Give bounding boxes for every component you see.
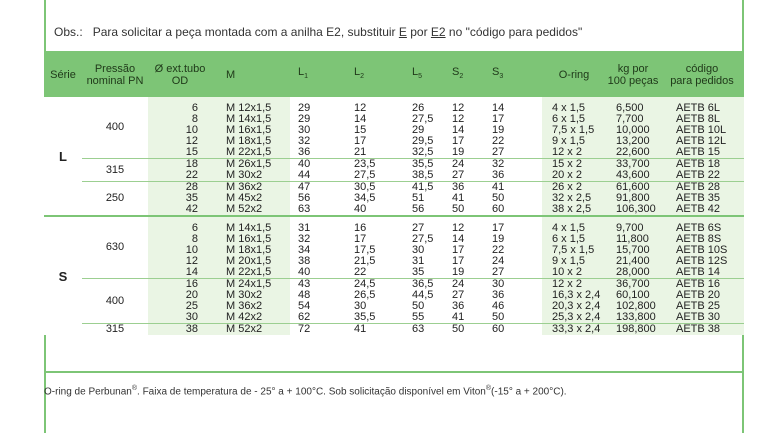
weight-cell: 28,000 bbox=[606, 267, 660, 279]
s2-cell: 14 bbox=[444, 125, 484, 136]
oring-cell: 7,5 x 1,5 bbox=[542, 125, 606, 136]
oring-cell: 12 x 2 bbox=[542, 279, 606, 291]
thread-cell: M 18x1,5 bbox=[212, 245, 290, 256]
order-code-cell: AETB 35 bbox=[660, 193, 744, 204]
l5-cell: 36,5 bbox=[404, 279, 444, 291]
l2-cell: 27,5 bbox=[346, 170, 404, 182]
s2-cell: 36 bbox=[444, 301, 484, 312]
header-serie: Série bbox=[44, 53, 82, 97]
table-header bbox=[44, 53, 744, 97]
weight-cell: 91,800 bbox=[606, 193, 660, 204]
l1-cell: 29 bbox=[290, 97, 346, 114]
outer-diameter-cell: 14 bbox=[148, 267, 212, 279]
l2-cell: 30,5 bbox=[346, 182, 404, 194]
order-code-cell: AETB 10S bbox=[660, 245, 744, 256]
table-row bbox=[44, 147, 744, 159]
thread-cell: M 12x1,5 bbox=[212, 97, 290, 114]
header-l2: $L_2$ bbox=[346, 53, 404, 97]
s2-cell: 50 bbox=[444, 204, 484, 216]
l1-cell: 40 bbox=[290, 267, 346, 279]
order-code-cell: AETB 14 bbox=[660, 267, 744, 279]
note-underlined-e2: E2 bbox=[430, 25, 446, 39]
s2-cell: 19 bbox=[444, 147, 484, 159]
thread-cell: M 36x2 bbox=[212, 182, 290, 194]
l5-cell: 63 bbox=[404, 324, 444, 336]
l1-cell: 32 bbox=[290, 136, 346, 147]
table-body bbox=[44, 97, 744, 335]
order-code-cell: AETB 25 bbox=[660, 301, 744, 312]
l1-cell: 54 bbox=[290, 301, 346, 312]
weight-cell: 11,800 bbox=[606, 234, 660, 245]
l2-cell: 30 bbox=[346, 301, 404, 312]
weight-cell: 36,700 bbox=[606, 279, 660, 291]
s2-cell: 12 bbox=[444, 114, 484, 125]
l5-cell: 30 bbox=[404, 245, 444, 256]
l2-cell: 26,5 bbox=[346, 290, 404, 301]
thread-cell: M 14x1,5 bbox=[212, 114, 290, 125]
l2-cell: 34,5 bbox=[346, 193, 404, 204]
table-row bbox=[44, 312, 744, 324]
weight-cell: 61,600 bbox=[606, 182, 660, 194]
table-row bbox=[44, 267, 744, 279]
table-row bbox=[44, 204, 744, 216]
l1-cell: 62 bbox=[290, 312, 346, 324]
pressure-cell: 400 bbox=[82, 97, 148, 159]
l2-cell: 16 bbox=[346, 216, 404, 234]
outer-diameter-cell: 10 bbox=[148, 125, 212, 136]
oring-cell: 33,3 x 2,4 bbox=[542, 324, 606, 336]
oring-cell: 12 x 2 bbox=[542, 147, 606, 159]
s2-cell: 14 bbox=[444, 234, 484, 245]
serie-label: L bbox=[44, 97, 82, 216]
outer-diameter-cell: 38 bbox=[148, 324, 212, 336]
l5-cell: 32,5 bbox=[404, 147, 444, 159]
thread-cell: M 16x1,5 bbox=[212, 234, 290, 245]
s2-cell: 17 bbox=[444, 245, 484, 256]
s3-cell: 50 bbox=[484, 312, 542, 324]
l5-cell: 38,5 bbox=[404, 170, 444, 182]
s2-cell: 12 bbox=[444, 216, 484, 234]
order-code-cell: AETB 30 bbox=[660, 312, 744, 324]
s3-cell: 19 bbox=[484, 234, 542, 245]
outer-diameter-cell: 12 bbox=[148, 256, 212, 267]
s2-cell: 41 bbox=[444, 193, 484, 204]
weight-cell: 21,400 bbox=[606, 256, 660, 267]
s3-cell: 36 bbox=[484, 170, 542, 182]
s2-cell: 12 bbox=[444, 97, 484, 114]
weight-cell: 15,700 bbox=[606, 245, 660, 256]
l2-cell: 17 bbox=[346, 136, 404, 147]
weight-cell: 13,200 bbox=[606, 136, 660, 147]
thread-cell: M 18x1,5 bbox=[212, 136, 290, 147]
order-code-cell: AETB 16 bbox=[660, 279, 744, 291]
outer-diameter-cell: 42 bbox=[148, 204, 212, 216]
outer-diameter-cell: 6 bbox=[148, 97, 212, 114]
thread-cell: M 30x2 bbox=[212, 290, 290, 301]
s2-cell: 36 bbox=[444, 182, 484, 194]
header-thread: M bbox=[212, 53, 290, 97]
l1-cell: 47 bbox=[290, 182, 346, 194]
outer-diameter-cell: 20 bbox=[148, 290, 212, 301]
s3-cell: 36 bbox=[484, 290, 542, 301]
l2-cell: 12 bbox=[346, 97, 404, 114]
weight-cell: 133,800 bbox=[606, 312, 660, 324]
outer-diameter-cell: 8 bbox=[148, 234, 212, 245]
header-order-code: código para pedidos bbox=[660, 53, 744, 97]
l5-cell: 51 bbox=[404, 193, 444, 204]
l1-cell: 63 bbox=[290, 204, 346, 216]
oring-cell: 9 x 1,5 bbox=[542, 256, 606, 267]
order-code-cell: AETB 20 bbox=[660, 290, 744, 301]
l2-cell: 41 bbox=[346, 324, 404, 336]
note-text: Para solicitar a peça montada com a anilha E2, substituir bbox=[92, 25, 399, 39]
l1-cell: 72 bbox=[290, 324, 346, 336]
l5-cell: 44,5 bbox=[404, 290, 444, 301]
weight-cell: 6,500 bbox=[606, 97, 660, 114]
l2-cell: 35,5 bbox=[346, 312, 404, 324]
outer-diameter-cell: 16 bbox=[148, 279, 212, 291]
weight-cell: 22,600 bbox=[606, 147, 660, 159]
s2-cell: 17 bbox=[444, 256, 484, 267]
thread-cell: M 36x2 bbox=[212, 301, 290, 312]
s2-cell: 50 bbox=[444, 324, 484, 336]
thread-cell: M 24x1,5 bbox=[212, 279, 290, 291]
order-code-cell: AETB 6L bbox=[660, 97, 744, 114]
l5-cell: 35 bbox=[404, 267, 444, 279]
s3-cell: 32 bbox=[484, 159, 542, 171]
l1-cell: 56 bbox=[290, 193, 346, 204]
specification-table bbox=[44, 53, 744, 335]
l1-cell: 29 bbox=[290, 114, 346, 125]
weight-cell: 198,800 bbox=[606, 324, 660, 336]
s2-cell: 17 bbox=[444, 136, 484, 147]
order-code-cell: AETB 8L bbox=[660, 114, 744, 125]
order-code-cell: AETB 38 bbox=[660, 324, 744, 336]
weight-cell: 102,800 bbox=[606, 301, 660, 312]
l5-cell: 27,5 bbox=[404, 114, 444, 125]
l5-cell: 31 bbox=[404, 256, 444, 267]
l1-cell: 32 bbox=[290, 234, 346, 245]
thread-cell: M 22x1,5 bbox=[212, 267, 290, 279]
weight-cell: 7,700 bbox=[606, 114, 660, 125]
thread-cell: M 22x1,5 bbox=[212, 147, 290, 159]
header-l1: $L_1$ bbox=[290, 53, 346, 97]
outer-diameter-cell: 12 bbox=[148, 136, 212, 147]
oring-cell: 26 x 2 bbox=[542, 182, 606, 194]
order-code-cell: AETB 12S bbox=[660, 256, 744, 267]
l5-cell: 55 bbox=[404, 312, 444, 324]
l2-cell: 22 bbox=[346, 267, 404, 279]
l2-cell: 17 bbox=[346, 234, 404, 245]
table-row bbox=[44, 216, 744, 234]
header-s3: $S_3$ bbox=[484, 53, 542, 97]
oring-cell: 20,3 x 2,4 bbox=[542, 301, 606, 312]
oring-cell: 38 x 2,5 bbox=[542, 204, 606, 216]
l2-cell: 21,5 bbox=[346, 256, 404, 267]
l5-cell: 56 bbox=[404, 204, 444, 216]
note-prefix: Obs.: bbox=[54, 25, 83, 39]
thread-cell: M 30x2 bbox=[212, 170, 290, 182]
l2-cell: 15 bbox=[346, 125, 404, 136]
l5-cell: 26 bbox=[404, 97, 444, 114]
outer-diameter-cell: 28 bbox=[148, 182, 212, 194]
thread-cell: M 52x2 bbox=[212, 324, 290, 336]
oring-cell: 20 x 2 bbox=[542, 170, 606, 182]
s3-cell: 22 bbox=[484, 136, 542, 147]
s3-cell: 60 bbox=[484, 204, 542, 216]
note-underlined-e: E bbox=[398, 25, 407, 39]
order-code-cell: AETB 22 bbox=[660, 170, 744, 182]
l2-cell: 23,5 bbox=[346, 159, 404, 171]
pressure-cell: 315 bbox=[82, 324, 148, 336]
l1-cell: 34 bbox=[290, 245, 346, 256]
s2-cell: 41 bbox=[444, 312, 484, 324]
order-code-cell: AETB 18 bbox=[660, 159, 744, 171]
pressure-cell: 630 bbox=[82, 216, 148, 279]
bottom-divider bbox=[44, 371, 744, 373]
oring-cell: 7,5 x 1,5 bbox=[542, 245, 606, 256]
header-pressure: Pressão nominal PN bbox=[82, 53, 148, 97]
thread-cell: M 14x1,5 bbox=[212, 216, 290, 234]
order-code-cell: AETB 12L bbox=[660, 136, 744, 147]
s2-cell: 19 bbox=[444, 267, 484, 279]
pressure-cell: 400 bbox=[82, 279, 148, 324]
outer-diameter-cell: 15 bbox=[148, 147, 212, 159]
outer-diameter-cell: 25 bbox=[148, 301, 212, 312]
serie-label: S bbox=[44, 216, 82, 335]
oring-cell: 4 x 1,5 bbox=[542, 97, 606, 114]
s3-cell: 30 bbox=[484, 279, 542, 291]
s3-cell: 17 bbox=[484, 216, 542, 234]
l2-cell: 21 bbox=[346, 147, 404, 159]
order-code-cell: AETB 10L bbox=[660, 125, 744, 136]
weight-cell: 33,700 bbox=[606, 159, 660, 171]
oring-cell: 25,3 x 2,4 bbox=[542, 312, 606, 324]
s3-cell: 60 bbox=[484, 324, 542, 336]
pressure-cell: 250 bbox=[82, 182, 148, 217]
l1-cell: 38 bbox=[290, 256, 346, 267]
thread-cell: M 26x1,5 bbox=[212, 159, 290, 171]
s2-cell: 24 bbox=[444, 159, 484, 171]
oring-cell: 16,3 x 2,4 bbox=[542, 290, 606, 301]
l1-cell: 40 bbox=[290, 159, 346, 171]
header-weight: kg por 100 peças bbox=[606, 53, 660, 97]
l5-cell: 27,5 bbox=[404, 234, 444, 245]
note-text-end: no "código para pedidos" bbox=[445, 25, 583, 39]
l2-cell: 14 bbox=[346, 114, 404, 125]
header-outer-diameter: Ø ext.tubo OD bbox=[148, 53, 212, 97]
header-oring: O-ring bbox=[542, 53, 606, 97]
thread-cell: M 16x1,5 bbox=[212, 125, 290, 136]
order-code-cell: AETB 28 bbox=[660, 182, 744, 194]
outer-diameter-cell: 22 bbox=[148, 170, 212, 182]
l5-cell: 50 bbox=[404, 301, 444, 312]
s3-cell: 27 bbox=[484, 267, 542, 279]
outer-diameter-cell: 8 bbox=[148, 114, 212, 125]
s3-cell: 24 bbox=[484, 256, 542, 267]
outer-diameter-cell: 6 bbox=[148, 216, 212, 234]
l5-cell: 27 bbox=[404, 216, 444, 234]
l1-cell: 44 bbox=[290, 170, 346, 182]
l5-cell: 29 bbox=[404, 125, 444, 136]
l2-cell: 40 bbox=[346, 204, 404, 216]
observation-note bbox=[54, 25, 582, 39]
footer-note: O-ring de Perbunan®. Faixa de temperatura de - 25° a + 100°C. Sob solicitação disponível em Viton®(-15° a + 200°C). bbox=[44, 385, 567, 398]
note-text-connector: por bbox=[406, 25, 431, 39]
oring-cell: 4 x 1,5 bbox=[542, 216, 606, 234]
l5-cell: 29,5 bbox=[404, 136, 444, 147]
s3-cell: 41 bbox=[484, 182, 542, 194]
weight-cell: 9,700 bbox=[606, 216, 660, 234]
oring-cell: 32 x 2,5 bbox=[542, 193, 606, 204]
s2-cell: 27 bbox=[444, 290, 484, 301]
outer-diameter-cell: 10 bbox=[148, 245, 212, 256]
header-s2: $S_2$ bbox=[444, 53, 484, 97]
oring-cell: 15 x 2 bbox=[542, 159, 606, 171]
s3-cell: 17 bbox=[484, 114, 542, 125]
s3-cell: 14 bbox=[484, 97, 542, 114]
s2-cell: 27 bbox=[444, 170, 484, 182]
outer-diameter-cell: 35 bbox=[148, 193, 212, 204]
s3-cell: 27 bbox=[484, 147, 542, 159]
l1-cell: 31 bbox=[290, 216, 346, 234]
order-code-cell: AETB 42 bbox=[660, 204, 744, 216]
order-code-cell: AETB 6S bbox=[660, 216, 744, 234]
order-code-cell: AETB 8S bbox=[660, 234, 744, 245]
weight-cell: 43,600 bbox=[606, 170, 660, 182]
oring-cell: 6 x 1,5 bbox=[542, 114, 606, 125]
table-row bbox=[44, 97, 744, 114]
l1-cell: 36 bbox=[290, 147, 346, 159]
thread-cell: M 45x2 bbox=[212, 193, 290, 204]
thread-cell: M 42x2 bbox=[212, 312, 290, 324]
thread-cell: M 52x2 bbox=[212, 204, 290, 216]
order-code-cell: AETB 15 bbox=[660, 147, 744, 159]
oring-cell: 9 x 1,5 bbox=[542, 136, 606, 147]
table-row bbox=[44, 170, 744, 182]
l5-cell: 35,5 bbox=[404, 159, 444, 171]
thread-cell: M 20x1,5 bbox=[212, 256, 290, 267]
oring-cell: 10 x 2 bbox=[542, 267, 606, 279]
s2-cell: 24 bbox=[444, 279, 484, 291]
pressure-cell: 315 bbox=[82, 159, 148, 182]
s3-cell: 50 bbox=[484, 193, 542, 204]
l1-cell: 48 bbox=[290, 290, 346, 301]
s3-cell: 46 bbox=[484, 301, 542, 312]
outer-diameter-cell: 18 bbox=[148, 159, 212, 171]
l2-cell: 17,5 bbox=[346, 245, 404, 256]
weight-cell: 10,000 bbox=[606, 125, 660, 136]
weight-cell: 60,100 bbox=[606, 290, 660, 301]
s3-cell: 19 bbox=[484, 125, 542, 136]
l5-cell: 41,5 bbox=[404, 182, 444, 194]
s3-cell: 22 bbox=[484, 245, 542, 256]
table-row bbox=[44, 324, 744, 336]
l1-cell: 43 bbox=[290, 279, 346, 291]
header-l5: $L_5$ bbox=[404, 53, 444, 97]
outer-diameter-cell: 30 bbox=[148, 312, 212, 324]
oring-cell: 6 x 1,5 bbox=[542, 234, 606, 245]
l2-cell: 24,5 bbox=[346, 279, 404, 291]
weight-cell: 106,300 bbox=[606, 204, 660, 216]
l1-cell: 30 bbox=[290, 125, 346, 136]
